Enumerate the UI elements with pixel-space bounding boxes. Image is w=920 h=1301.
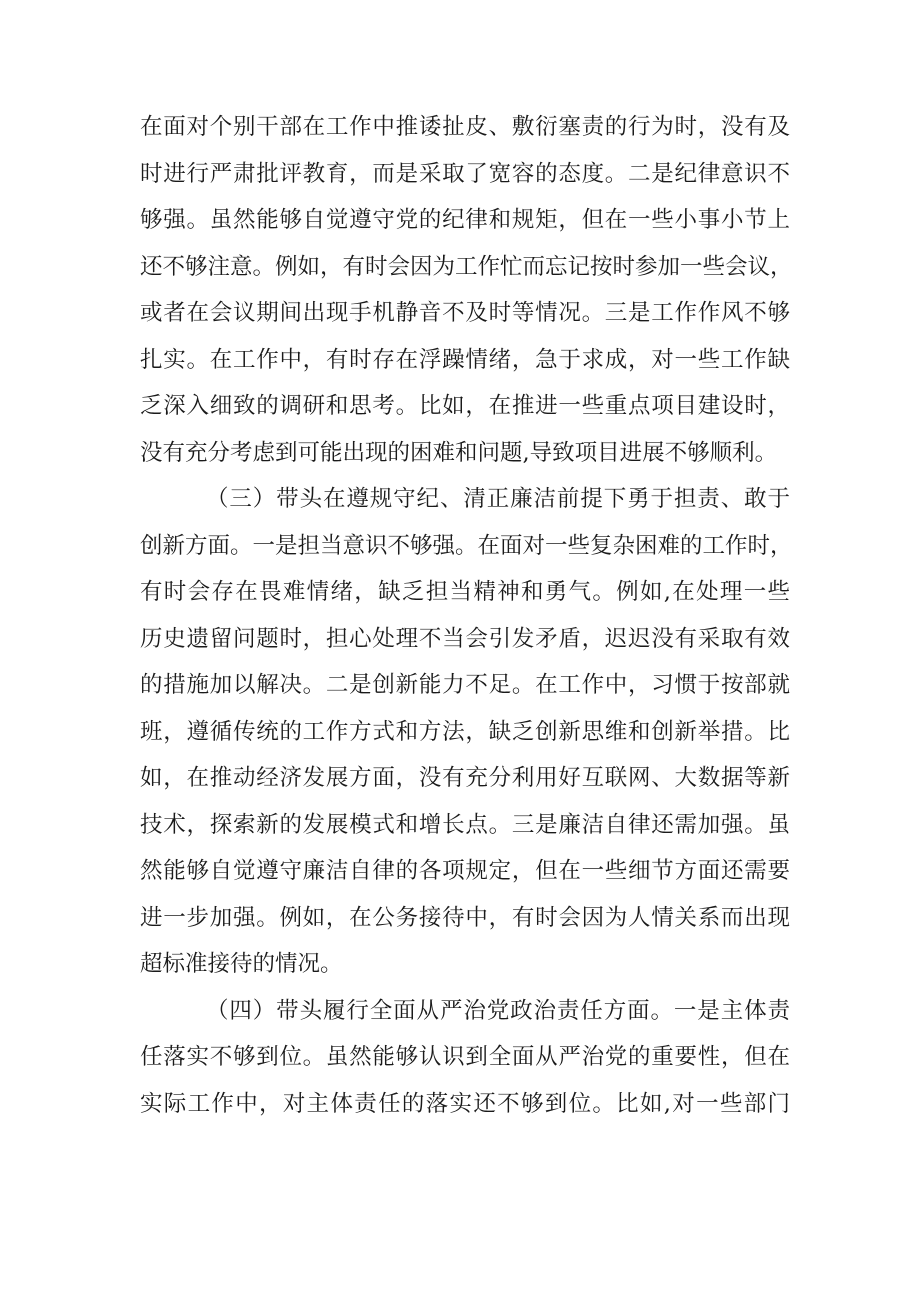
text-line: 实际工作中，对主体责任的落实还不够到位。比如,对一些部门: [140, 1090, 790, 1117]
text-line: 然能够自觉遵守廉洁自律的各项规定，但在一些细节方面还需要: [140, 858, 790, 884]
text-line: 进一步加强。例如，在公务接待中，有时会因为人情关系而出现: [140, 904, 790, 931]
text-line: 的措施加以解决。二是创新能力不足。在工作中，习惯于按部就: [140, 672, 790, 698]
paragraph-continuation: [140, 104, 793, 476]
text-line: 够强。虽然能够自觉遵守党的纪律和规矩，但在一些小事小节上: [140, 207, 790, 233]
text-line: 如，在推动经济发展方面，没有充分利用好互联网、大数据等新: [140, 765, 790, 791]
section-heading-line: （四）带头履行全面从严治党政治责任方面。一是主体责: [206, 997, 790, 1024]
section-heading-line: （三）带头在遵规守纪、清正廉洁前提下勇于担责、敢于: [206, 486, 790, 512]
text-line: 历史遗留问题时，担心处理不当会引发矛盾，迟迟没有采取有效: [140, 625, 790, 652]
text-line: 有时会存在畏难情绪，缺乏担当精神和勇气。例如,在处理一些: [140, 579, 790, 605]
body-text: [140, 104, 793, 1127]
text-line: 时进行严肃批评教育，而是采取了宽容的态度。二是纪律意识不: [140, 160, 790, 187]
text-line: 在面对个别干部在工作中推诿扯皮、敷衍塞责的行为时，没有及: [140, 114, 790, 140]
text-line: 技术，探索新的发展模式和增长点。三是廉洁自律还需加强。虽: [140, 811, 790, 838]
text-line: 创新方面。一是担当意识不够强。在面对一些复杂困难的工作时，: [140, 532, 793, 559]
paragraph-section-4: [140, 988, 790, 1128]
text-line: 没有充分考虑到可能出现的困难和问题,导致项目进展不够顺利。: [140, 439, 778, 466]
text-line: 扎实。在工作中，有时存在浮躁情绪，急于求成，对一些工作缺: [140, 346, 790, 373]
text-line: 或者在会议期间出现手机静音不及时等情况。三是工作作风不够: [140, 300, 790, 326]
text-line: 班，遵循传统的工作方式和方法，缺乏创新思维和创新举措。比: [140, 718, 790, 745]
text-line: 任落实不够到位。虽然能够认识到全面从严治党的重要性，但在: [140, 1044, 790, 1070]
text-line: 还不够注意。例如，有时会因为工作忙而忘记按时参加一些会议，: [140, 253, 793, 280]
text-line: 超标准接待的情况。: [140, 951, 343, 977]
text-line: 乏深入细致的调研和思考。比如，在推进一些重点项目建设时，: [140, 393, 790, 419]
paragraph-section-3: [140, 476, 793, 988]
